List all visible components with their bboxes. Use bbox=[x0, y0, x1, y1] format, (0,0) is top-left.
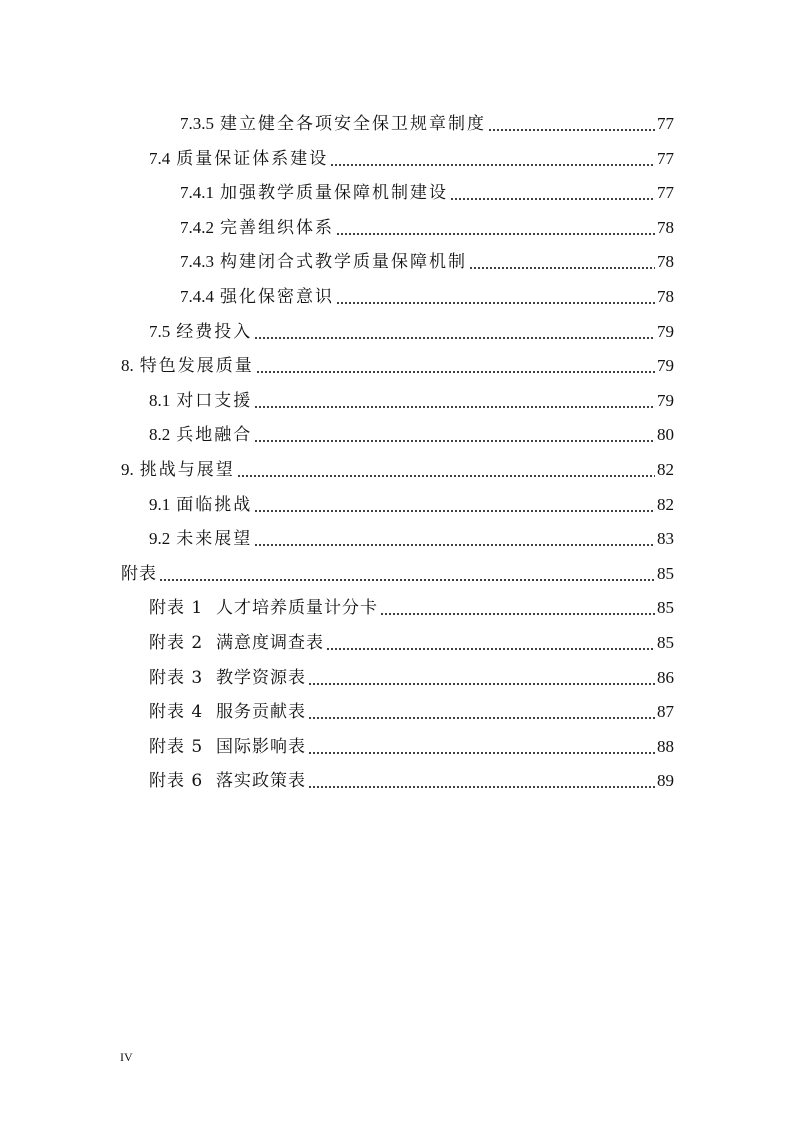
toc-entry-title: 完善组织体系 bbox=[220, 217, 334, 238]
toc-entry-7-4-4[interactable] bbox=[180, 274, 674, 308]
toc-entry-appendix-1[interactable] bbox=[149, 585, 674, 619]
dot-leader bbox=[330, 164, 655, 166]
toc-entry-page: 79 bbox=[657, 356, 674, 376]
toc-entry-number: 7.4.3 bbox=[180, 252, 214, 272]
toc-entry-page: 85 bbox=[657, 633, 674, 652]
dot-leader bbox=[488, 129, 655, 131]
toc-entry-page: 79 bbox=[657, 321, 674, 341]
dot-leader bbox=[254, 406, 655, 408]
toc-entry-page: 82 bbox=[657, 460, 674, 479]
toc-entry-title: 未来展望 bbox=[176, 529, 253, 550]
toc-entry-page: 78 bbox=[657, 287, 674, 306]
toc-entry-8[interactable] bbox=[121, 343, 674, 377]
toc-entry-number: 9.2 bbox=[149, 529, 171, 549]
toc-entry-page: 78 bbox=[657, 217, 674, 237]
toc-entry-7-4-3[interactable] bbox=[180, 239, 674, 273]
toc-entry-title: 构建闭合式教学质量保障机制 bbox=[220, 252, 467, 273]
toc-entry-title: 附表 5 国际影响表 bbox=[149, 736, 307, 757]
toc-entry-page: 89 bbox=[657, 771, 674, 791]
toc-entry-9-2[interactable] bbox=[149, 516, 674, 550]
toc-entry-title: 附表 3 教学资源表 bbox=[149, 667, 307, 688]
toc-entry-number: 8.2 bbox=[149, 425, 171, 445]
dot-leader bbox=[159, 579, 655, 581]
toc-entry-number: 7.4 bbox=[149, 148, 171, 168]
toc-entry-appendix-3[interactable] bbox=[149, 655, 674, 689]
toc-entry-page: 88 bbox=[657, 736, 674, 756]
dot-leader bbox=[256, 371, 655, 373]
toc-entry-title: 附表 6 落实政策表 bbox=[149, 771, 307, 792]
toc-entry-number: 8. bbox=[121, 356, 134, 376]
toc-entry-7-4[interactable] bbox=[149, 136, 674, 170]
toc-entry-number: 7.5 bbox=[149, 321, 171, 341]
toc-entry-number: 7.3.5 bbox=[180, 114, 214, 133]
toc-entry-number: 7.4.4 bbox=[180, 287, 214, 306]
toc-entry-7-5[interactable] bbox=[149, 309, 674, 343]
toc-entry-title: 附表 bbox=[121, 563, 157, 584]
dot-leader bbox=[308, 786, 655, 788]
toc-entry-appendix[interactable] bbox=[121, 551, 674, 585]
toc-entry-7-3-5[interactable] bbox=[180, 101, 674, 135]
footer-page-number: IV bbox=[120, 1050, 133, 1064]
toc-entry-title: 建立健全各项安全保卫规章制度 bbox=[220, 114, 486, 134]
toc-entry-8-1[interactable] bbox=[149, 378, 674, 412]
dot-leader bbox=[336, 302, 655, 304]
toc-entry-page: 86 bbox=[657, 667, 674, 687]
toc-entry-title: 附表 1 人才培养质量计分卡 bbox=[149, 598, 379, 619]
toc-entry-page: 83 bbox=[657, 529, 674, 549]
toc-entry-title: 特色发展质量 bbox=[139, 356, 254, 377]
toc-entry-number: 9. bbox=[121, 460, 134, 479]
dot-leader bbox=[254, 440, 655, 442]
toc-entry-page: 85 bbox=[657, 598, 674, 618]
dot-leader bbox=[450, 198, 655, 200]
toc-entry-page: 77 bbox=[657, 183, 674, 203]
toc-entry-8-2[interactable] bbox=[149, 412, 674, 446]
toc-entry-7-4-2[interactable] bbox=[180, 205, 674, 239]
toc-entry-title: 面临挑战 bbox=[176, 494, 253, 515]
dot-leader bbox=[308, 752, 655, 754]
dot-leader bbox=[336, 233, 655, 235]
toc-entry-title: 挑战与展望 bbox=[139, 460, 235, 480]
dot-leader bbox=[380, 613, 655, 615]
toc-entry-page: 82 bbox=[657, 494, 674, 514]
toc-entry-title: 加强教学质量保障机制建设 bbox=[220, 183, 448, 204]
toc-entry-9[interactable] bbox=[121, 447, 674, 481]
dot-leader bbox=[308, 717, 655, 719]
toc-entry-number: 7.4.2 bbox=[180, 217, 214, 237]
toc-entry-7-4-1[interactable] bbox=[180, 170, 674, 204]
dot-leader bbox=[308, 683, 655, 685]
dot-leader bbox=[254, 544, 655, 546]
toc-entry-appendix-5[interactable] bbox=[149, 724, 674, 758]
dot-leader bbox=[254, 337, 655, 339]
toc-entry-appendix-4[interactable] bbox=[149, 689, 674, 723]
toc-entry-9-1[interactable] bbox=[149, 482, 674, 516]
dot-leader bbox=[237, 475, 655, 477]
toc-entry-page: 77 bbox=[657, 114, 674, 133]
toc-entry-page: 85 bbox=[657, 563, 674, 583]
toc-entry-page: 78 bbox=[657, 252, 674, 272]
dot-leader bbox=[254, 510, 655, 512]
toc-entry-appendix-2[interactable] bbox=[149, 620, 674, 654]
toc-entry-page: 87 bbox=[657, 702, 674, 722]
toc-entry-number: 8.1 bbox=[149, 390, 171, 410]
toc-entry-title: 经费投入 bbox=[176, 321, 253, 342]
toc-entry-page: 77 bbox=[657, 148, 674, 168]
toc-entry-appendix-6[interactable] bbox=[149, 758, 674, 792]
toc-entry-title: 质量保证体系建设 bbox=[176, 148, 329, 169]
toc-entry-number: 9.1 bbox=[149, 494, 171, 514]
toc-entry-title: 兵地融合 bbox=[176, 425, 253, 446]
toc-entry-title: 附表 4 服务贡献表 bbox=[149, 702, 307, 723]
dot-leader bbox=[326, 648, 655, 650]
toc-entry-page: 79 bbox=[657, 390, 674, 410]
toc-entry-title: 附表 2 满意度调查表 bbox=[149, 633, 325, 653]
toc-entry-title: 对口支援 bbox=[176, 390, 253, 411]
dot-leader bbox=[469, 267, 655, 269]
toc-entry-number: 7.4.1 bbox=[180, 183, 214, 203]
toc-entry-title: 强化保密意识 bbox=[220, 287, 334, 307]
toc-entry-page: 80 bbox=[657, 425, 674, 445]
